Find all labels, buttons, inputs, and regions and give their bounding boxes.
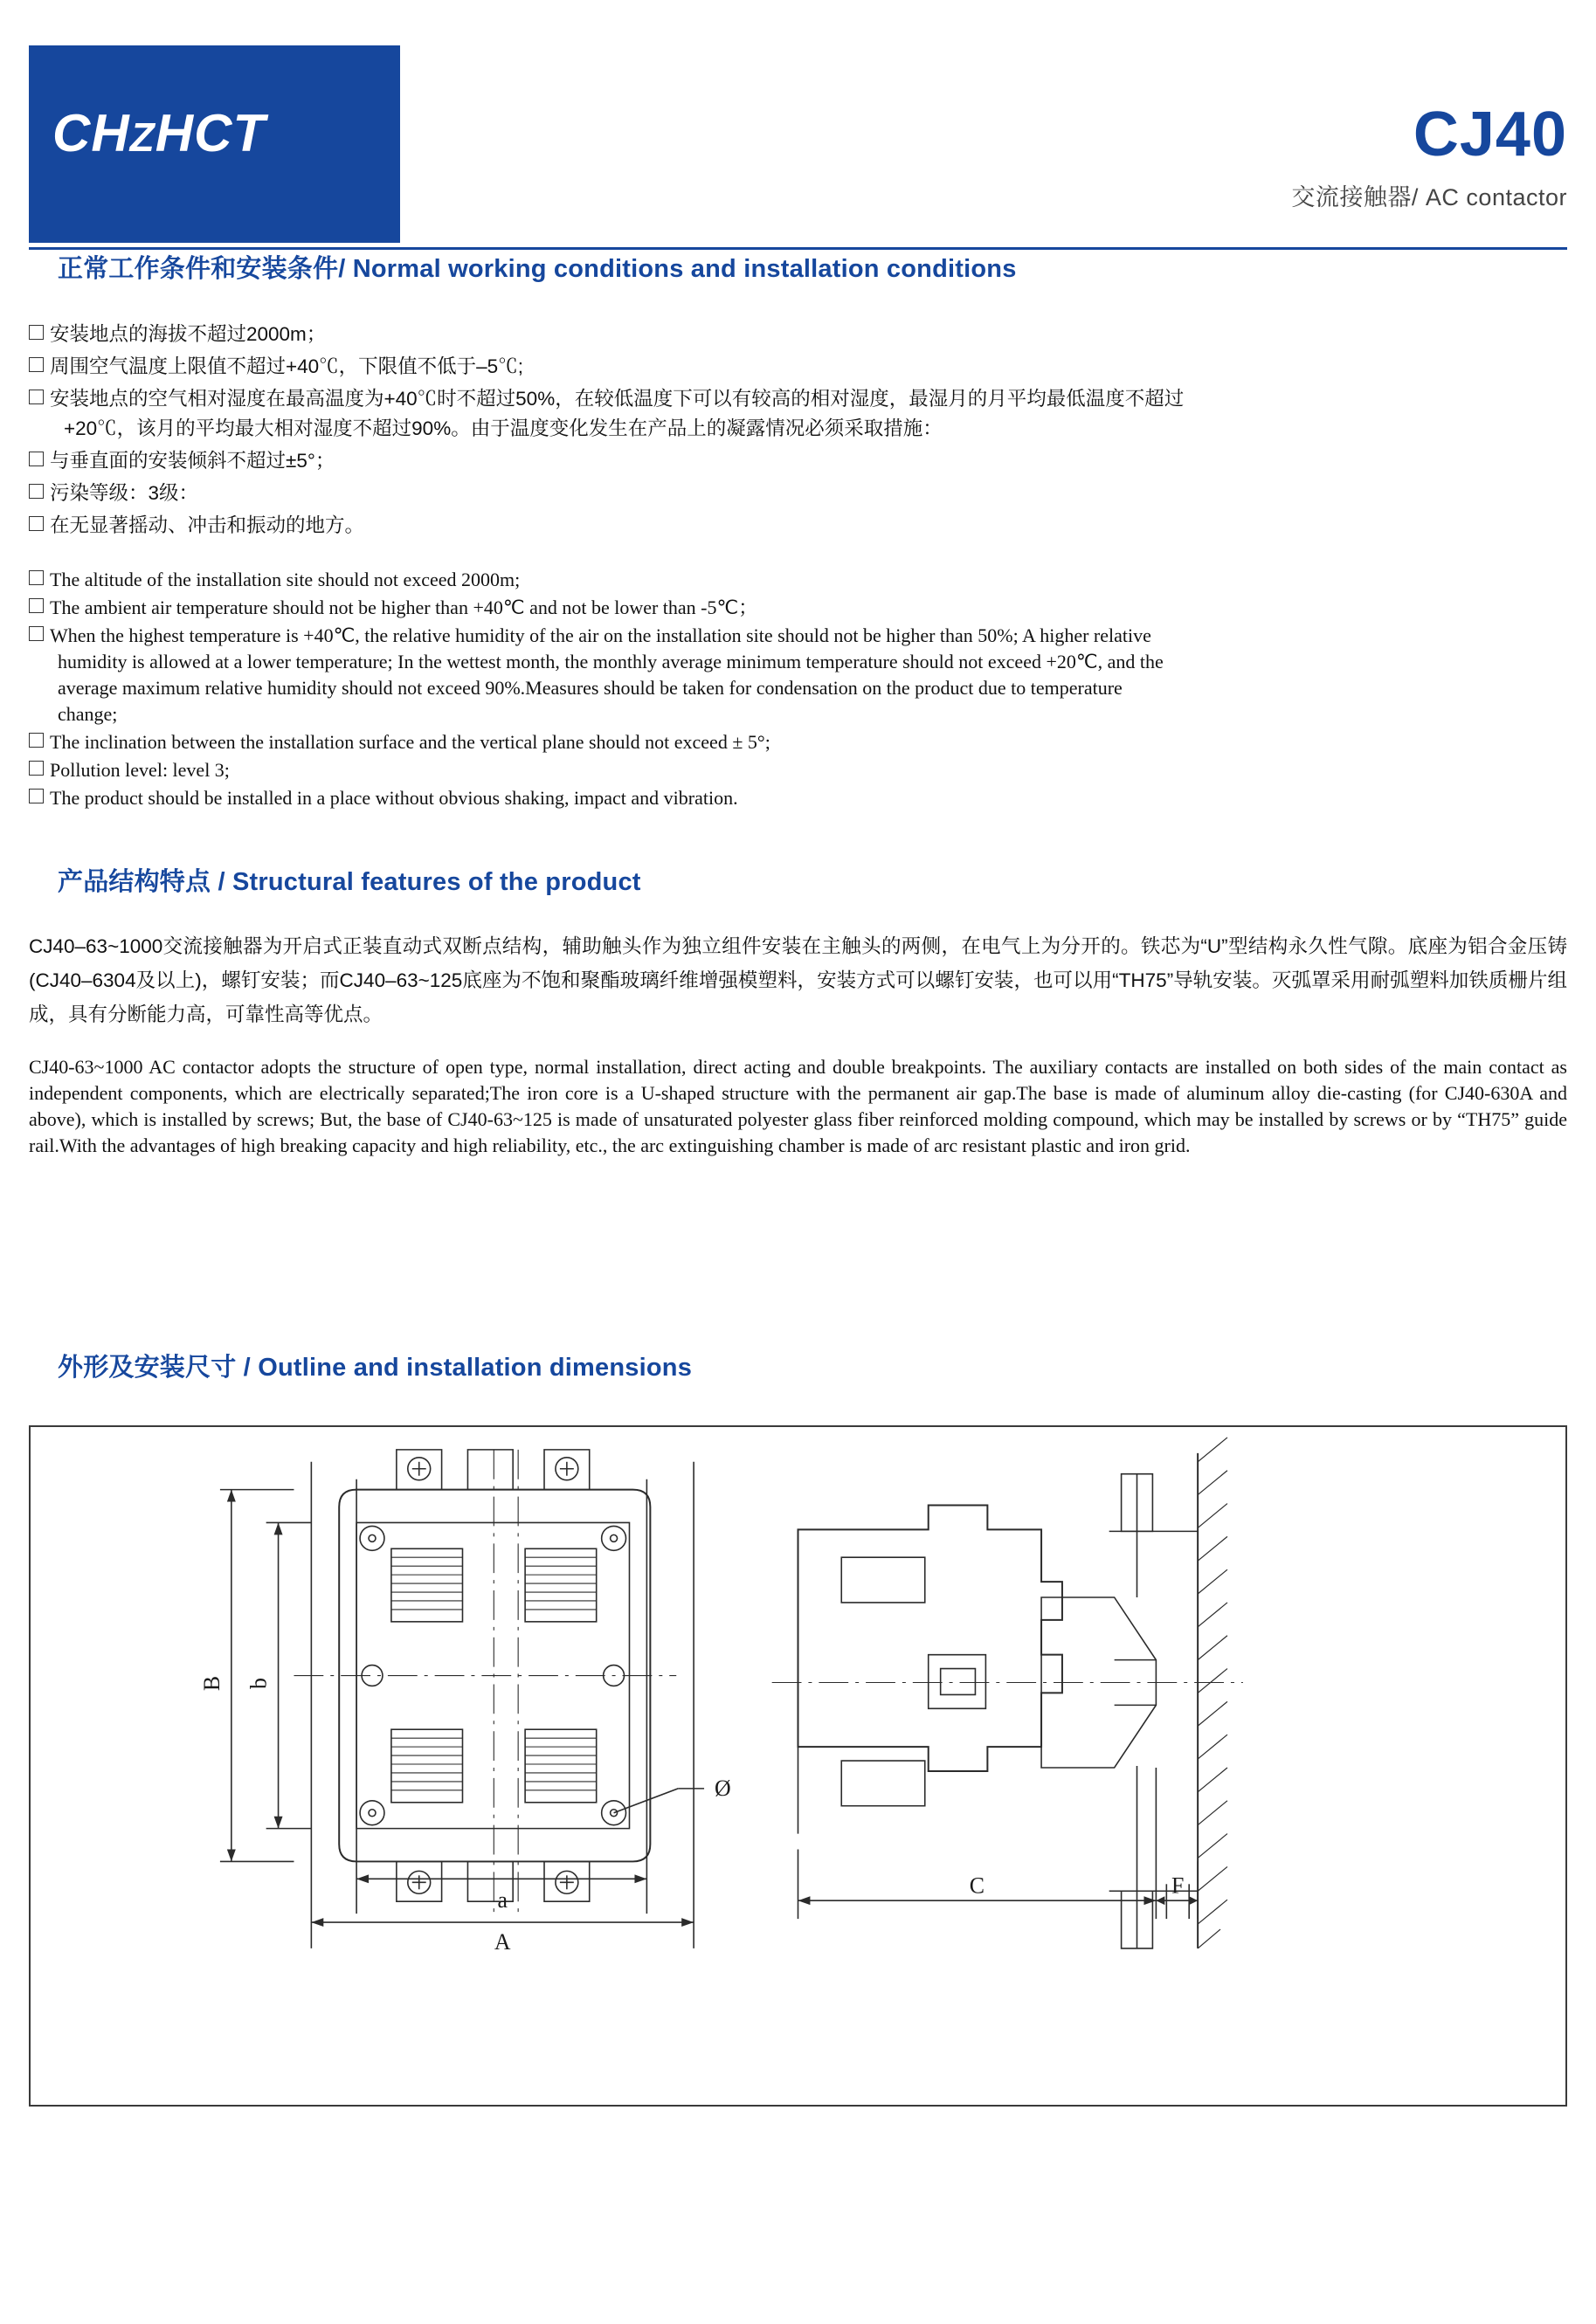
spacer xyxy=(0,813,1596,862)
section2-heading-sep: / xyxy=(218,868,225,896)
section1-heading xyxy=(58,249,1567,285)
dimension-drawing-panel xyxy=(29,1425,1567,2107)
section3-heading-sep: / xyxy=(243,1354,251,1382)
spacer xyxy=(0,1283,1596,1348)
logo-text-part1: CH xyxy=(52,104,130,162)
list-item: The ambient air temperature should not be higher than +40℃ and not be lower than -5℃； xyxy=(29,595,1567,621)
list-item: The altitude of the installation site should not exceed 2000m; xyxy=(29,567,1567,593)
checkbox-icon xyxy=(29,733,44,748)
logo-text-part2: Z xyxy=(129,114,155,160)
checkbox-icon xyxy=(29,761,44,776)
header-title-group xyxy=(1291,100,1567,212)
section2-heading-cn: 产品结构特点 xyxy=(58,868,211,896)
list-item-continuation: change; xyxy=(58,703,118,725)
section3-heading-cn: 外形及安装尺寸 xyxy=(58,1354,237,1382)
dimension-label-b: b xyxy=(245,1678,272,1689)
checkbox-icon xyxy=(29,570,44,585)
list-item: 安装地点的空气相对湿度在最高温度为+40℃时不超过50%，在较低温度下可以有较高的相对湿度，最湿月的月平均最低温度不超过 +20℃，该月的平均最大相对湿度不超过90%。由于温度变化发生在产品上的凝露情况必须采取措施： xyxy=(29,384,1567,444)
checkbox-icon xyxy=(29,357,44,372)
logo-text-part3: HCT xyxy=(155,104,266,162)
list-item: 安装地点的海拔不超过2000m； xyxy=(29,320,1567,349)
section2-heading xyxy=(58,862,1567,898)
list-item-continuation: average maximum relative humidity should not exceed 90%.Measures should be taken for condensation on the product due to temperature xyxy=(58,677,1123,699)
dimension-label-A: A xyxy=(494,1928,511,1955)
dimension-label-B: B xyxy=(198,1675,225,1692)
list-item: 在无显著摇动、冲击和振动的地方。 xyxy=(29,511,1567,541)
section3-heading-en: Outline and installation dimensions xyxy=(258,1354,693,1382)
section-structural-features xyxy=(0,862,1596,1159)
page-subtitle: 交流接触器/ AC contactor xyxy=(1291,184,1567,210)
section3-heading xyxy=(58,1348,1567,1383)
section2-paragraph-cn: CJ40–63~1000交流接触器为开启式正装直动式双断点结构，辅助触头作为独立组件安装在主触头的两侧，在电气上为分开的。铁芯为“U”型结构永久性气隙。底座为铝合金压铸(CJ40–6304及以上)，螺钉安装；而CJ40–63~125底座为不饱和聚酯玻璃纤维增强模塑料，安装方式可以螺钉安装，也可以用“TH75”导轨安装。灭弧罩采用耐弧塑料加铁质栅片组成，具有分断能力高，可靠性高等优点。 xyxy=(29,935,1567,1025)
list-item: The product should be installed in a place without obvious shaking, impact and vibration. xyxy=(29,785,1567,811)
section1-heading-sep: / xyxy=(338,255,346,283)
dimension-drawing xyxy=(31,1427,1565,2105)
dimension-label-F: F xyxy=(1171,1872,1185,1899)
brand-logo-text xyxy=(52,103,266,163)
checkbox-icon xyxy=(29,452,44,466)
list-item: 污染等级：3级： xyxy=(29,479,1567,508)
checkbox-icon xyxy=(29,484,44,499)
section-outline-dimensions xyxy=(0,1348,1596,1383)
checkbox-icon xyxy=(29,516,44,531)
list-item-continuation: +20℃，该月的平均最大相对湿度不超过90%。由于温度变化发生在产品上的凝露情况必须采取措施： xyxy=(64,417,943,439)
checkbox-icon xyxy=(29,626,44,641)
checkbox-icon xyxy=(29,390,44,404)
section1-heading-cn: 正常工作条件和安装条件 xyxy=(58,255,339,283)
checkbox-icon xyxy=(29,325,44,340)
list-item: The inclination between the installation surface and the vertical plane should not exceed ± 5°; xyxy=(29,729,1567,755)
list-item: When the highest temperature is +40℃, the relative humidity of the air on the installation site should not be higher than 50%; A higher relative humidity is allowed at a lower temperature; In the wettest month, the monthly average minimum temperature should not exceed +20℃, and the average maximum relative humidity should not exceed 90%.Measures should be taken for condensation on the product due to temperature change; xyxy=(29,623,1567,728)
dimension-label-C: C xyxy=(969,1872,985,1899)
dimension-label-diameter: Ø xyxy=(714,1775,731,1801)
section-working-conditions xyxy=(0,249,1596,811)
header-divider xyxy=(29,247,1567,250)
checkbox-icon xyxy=(29,789,44,803)
list-item-continuation: humidity is allowed at a lower temperature; In the wettest month, the monthly average minimum temperature should not exceed +20℃, and the xyxy=(58,651,1164,672)
page-header xyxy=(0,0,1596,249)
section1-heading-en: Normal working conditions and installation conditions xyxy=(352,255,1017,283)
list-item: 与垂直面的安装倾斜不超过±5°； xyxy=(29,446,1567,476)
spacer xyxy=(0,1178,1596,1283)
list-item: 周围空气温度上限值不超过+40℃，下限值不低于–5℃; xyxy=(29,352,1567,382)
section2-paragraph-en: CJ40-63~1000 AC contactor adopts the structure of open type, normal installation, direct acting and double breakpoints. The auxiliary contacts are installed on both sides of the main contact as independent components, which are electrically separated;The iron core is a U-shaped structure with the permanent air gap.The base is made of aluminum alloy die-casting (for CJ40-630A and above), which is installed by screws; But, the base of CJ40-63~125 is made of unsaturated polyester glass fiber reinforced molding compound, which may be installed by screws or by “TH75” guide rail.With the advantages of high breaking capacity and high reliability, etc., the arc extinguishing chamber is made of arc resistant plastic and iron grid. xyxy=(29,1056,1567,1156)
list-item: Pollution level: level 3; xyxy=(29,757,1567,783)
section2-heading-en: Structural features of the product xyxy=(232,868,641,896)
dimension-label-a: a xyxy=(497,1887,508,1914)
page-title: CJ40 xyxy=(1413,100,1567,169)
section1-en-list xyxy=(29,567,1567,811)
checkbox-icon xyxy=(29,598,44,613)
section1-cn-list xyxy=(29,320,1567,541)
